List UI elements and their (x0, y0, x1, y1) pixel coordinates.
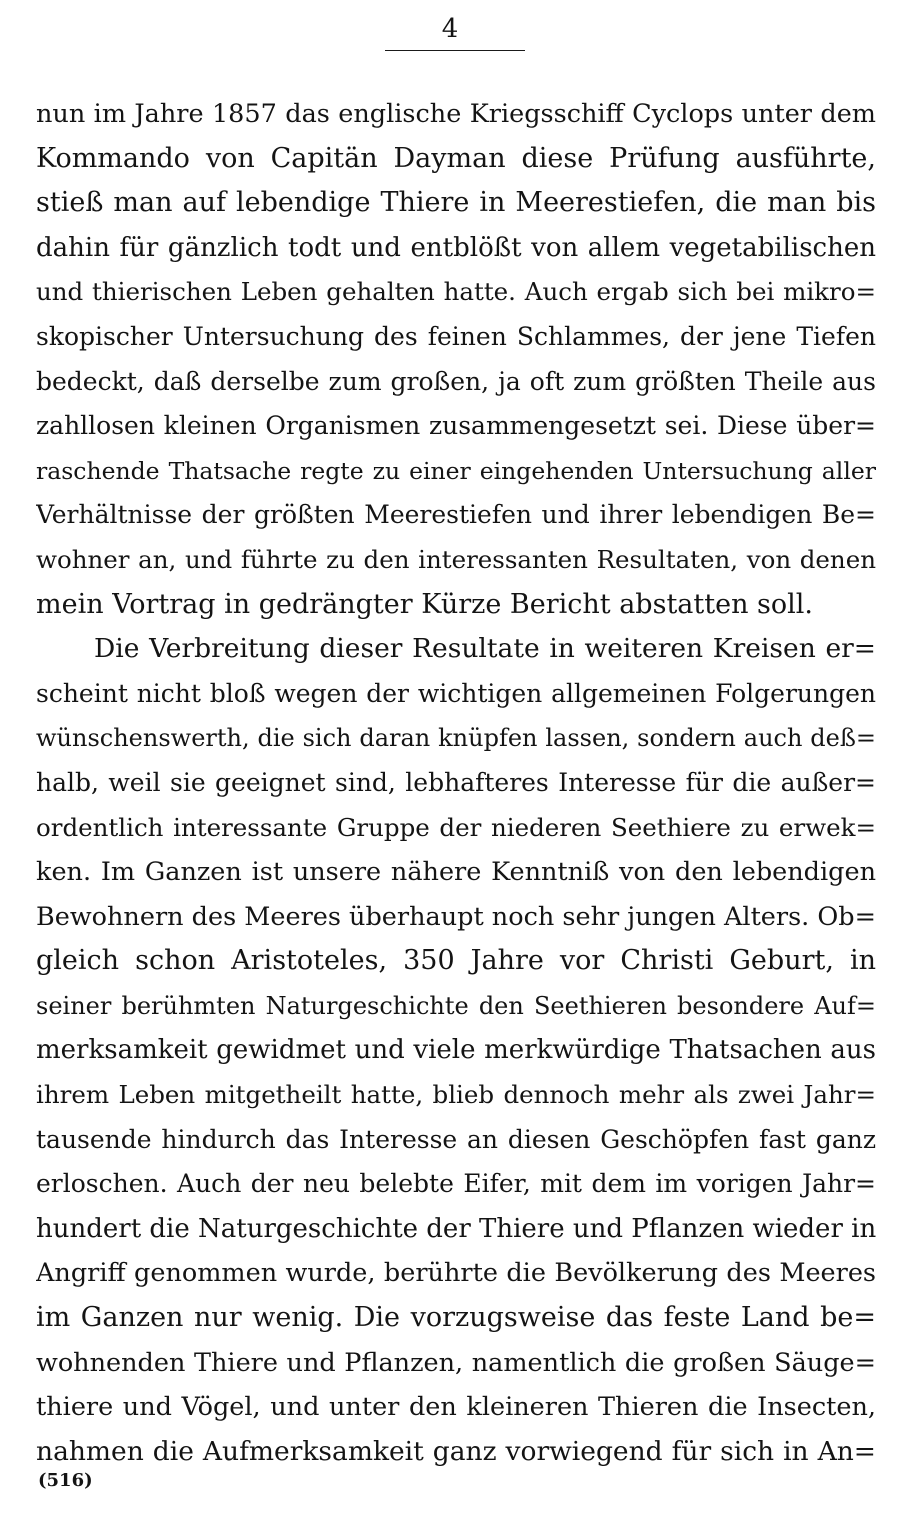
text-line: raschende Thatsache regte zu einer eingehenden Untersuchung aller (36, 456, 876, 485)
text-line: Kommando von Capitän Dayman diese Prüfung ausführte, (36, 142, 876, 174)
text-line: stieß man auf lebendige Thiere in Meerestiefen, die man bis (36, 187, 876, 219)
text-line: halb, weil sie geeignet sind, lebhafteres Interesse für die außer= (36, 767, 876, 797)
header-rule (385, 50, 525, 51)
text-line: wohner an, und führte zu den interessanten Resultaten, von denen (36, 544, 876, 574)
text-line: mein Vortrag in gedrängter Kürze Bericht abstatten soll. (36, 588, 814, 620)
text-line: scheint nicht bloß wegen der wichtigen allgemeinen Folgerungen (36, 678, 876, 708)
text-line: seiner berühmten Naturgeschichte den Seethieren besondere Auf= (36, 991, 876, 1020)
text-line: Angriff genommen wurde, berührte die Bevölkerung des Meeres (36, 1258, 876, 1289)
page-number: 4 (441, 14, 459, 44)
text-line: Bewohnern des Meeres überhaupt noch sehr jungen Alters. Ob= (36, 901, 876, 932)
text-line: nun im Jahre 1857 das englische Kriegsschiff Cyclops unter dem (36, 99, 876, 129)
text-line: ordentlich interessante Gruppe der niederen Seethiere zu erwek= (36, 812, 876, 842)
text-line: zahllosen kleinen Organismen zusammengesetzt sei. Diese über= (36, 411, 876, 441)
text-line: ihrem Leben mitgetheilt hatte, blieb dennoch mehr als zwei Jahr= (36, 1080, 876, 1110)
text-line: Verhältnisse der größten Meerestiefen und ihrer lebendigen Be= (36, 500, 876, 530)
text-line: im Ganzen nur wenig. Die vorzugsweise das feste Land be= (36, 1302, 876, 1334)
text-line: merksamkeit gewidmet und viele merkwürdige Thatsachen aus (36, 1035, 876, 1066)
text-line: ken. Im Ganzen ist unsere nähere Kenntniß von den lebendigen (36, 857, 876, 888)
text-line: bedeckt, daß derselbe zum großen, ja oft zum größten Theile aus (36, 366, 876, 396)
text-line: und thierischen Leben gehalten hatte. Auch ergab sich bei mikro= (36, 277, 876, 307)
text-line: thiere und Vögel, und unter den kleineren Thieren die Insecten, (36, 1392, 876, 1423)
body-text (36, 92, 876, 1474)
text-line: wohnenden Thiere und Pflanzen, namentlich die großen Säuge= (36, 1347, 876, 1378)
text-line: hundert die Naturgeschichte der Thiere und Pflanzen wieder in (36, 1213, 876, 1244)
text-line: gleich schon Aristoteles, 350 Jahre vor Christi Geburt, in (36, 945, 876, 977)
text-line: wünschenswerth, die sich daran knüpfen lassen, sondern auch deß= (36, 724, 876, 753)
text-line: skopischer Untersuchung des feinen Schlammes, der jene Tiefen (36, 321, 876, 351)
text-line: erloschen. Auch der neu belebte Eifer, mit dem im vorigen Jahr= (36, 1169, 876, 1199)
text-line: nahmen die Aufmerksamkeit ganz vorwiegend für sich in An= (36, 1435, 876, 1467)
text-line: dahin für gänzlich todt und entblößt von allem vegetabilischen (36, 232, 876, 263)
text-line: Die Verbreitung dieser Resultate in weiteren Kreisen er= (94, 633, 876, 665)
printer-signature: (516) (38, 1470, 93, 1491)
text-line: tausende hindurch das Interesse an diesen Geschöpfen fast ganz (36, 1124, 876, 1154)
